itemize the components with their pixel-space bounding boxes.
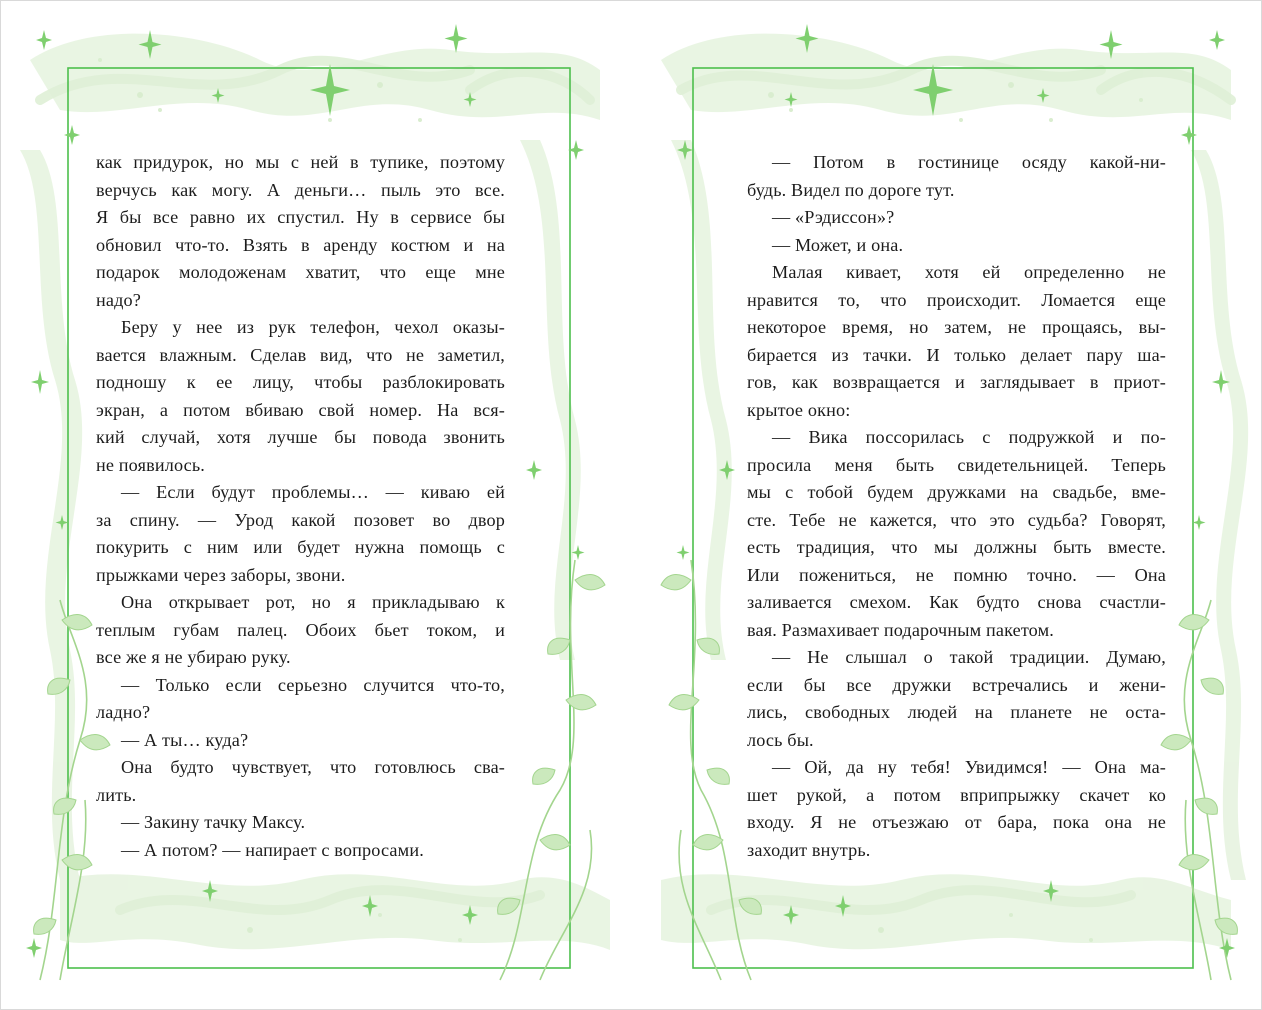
text-line: кий случай, хотя лучше бы повода звонить (96, 427, 505, 447)
text-line: Я бы все равно их спустил. Ну в сервисе бы (96, 207, 505, 227)
text-line: будь. Видел по дороге тут. (747, 179, 955, 200)
text-line: заходит внутрь. (747, 839, 871, 860)
text-line: — Если будут проблемы… — киваю ей (121, 482, 505, 502)
text-line: теплым губам палец. Обоих бьет током, и (96, 619, 505, 640)
text-line: прыжками через заборы, звони. (96, 564, 346, 585)
text-line: Беру у нее из рук телефон, чехол оказы- (121, 317, 505, 337)
text-line: входу. Я не отъезжаю от бара, пока она не (747, 812, 1166, 832)
text-line: — Не слышал о такой традиции. Думаю, (772, 647, 1166, 667)
text-line: — Закину тачку Максу. (121, 812, 306, 832)
text-line: Или пожениться, не помню точно. — Она (747, 564, 1166, 585)
text-line: обновил что-то. Взять в аренду костюм и на (96, 234, 505, 255)
text-line: — Может, и она. (772, 234, 904, 255)
text-line: — Только если серьезно случится что-то, (121, 674, 505, 695)
text-line: шет рукой, а потом вприпрыжку скачет ко (747, 784, 1166, 805)
text-line: Малая кивает, хотя ей определенно не (772, 262, 1166, 282)
text-line: крытое окно: (747, 399, 851, 420)
text-line: за спину. — Урод какой позовет во двор (96, 509, 505, 530)
text-line: — «Рэдиссон»? (772, 207, 895, 227)
right-page (631, 0, 1262, 1010)
text-line: подношу к ее лицу, чтобы разблокировать (96, 372, 505, 392)
text-line: экран, а потом вбиваю свой номер. На вся- (96, 399, 505, 420)
text-line: — Ой, да ну тебя! Увидимся! — Она ма- (772, 757, 1166, 777)
text-line: ладно? (96, 702, 151, 722)
text-line: бирается из тачки. И только делает пару ша- (747, 344, 1166, 365)
text-line: мы с тобой будем дружками на свадьбе, вме- (747, 482, 1166, 502)
text-line: просила меня быть свидетельницей. Теперь (747, 454, 1166, 475)
text-line: заливается смехом. Как будто снова счастли- (747, 592, 1166, 612)
text-line: покурить с ним или будет нужна помощь с (96, 537, 505, 557)
right-page-text (747, 149, 1166, 864)
text-line: гов, как возвращается и заглядывает в приот- (747, 372, 1166, 392)
text-line: надо? (96, 289, 141, 310)
text-line: вается влажным. Сделав вид, что не заметил, (96, 344, 505, 365)
text-line: лось бы. (747, 729, 814, 750)
text-line: — А потом? — напирает с вопросами. (121, 839, 424, 860)
text-line: подарок молодоженам хватит, что еще мне (96, 262, 505, 282)
text-line: как придурок, но мы с ней в тупике, поэтому (96, 152, 505, 172)
text-line: — Вика поссорилась с подружкой и по- (772, 427, 1166, 447)
text-line: если бы все дружки встречались и жени- (747, 674, 1166, 695)
text-line: сте. Тебе не кажется, что это судьба? Говорят, (747, 509, 1166, 530)
text-line: — Потом в гостинице осяду какой-ни- (772, 152, 1166, 172)
text-line: лить. (96, 784, 137, 805)
text-line: не появилось. (96, 454, 206, 475)
text-line: есть традиция, что мы должны быть вместе. (747, 537, 1166, 557)
text-line: некоторое время, но затем, не прощаясь, вы- (747, 317, 1166, 337)
text-line: — А ты… куда? (121, 729, 249, 750)
left-page-text (96, 149, 505, 864)
text-line: лись, свободных людей на планете не оста- (747, 702, 1166, 722)
text-line: верчусь как могу. А деньги… пыль это все. (96, 179, 505, 200)
text-line: все же я не убираю руку. (96, 647, 291, 667)
text-line: Она будто чувствует, что готовлюсь сва- (121, 757, 505, 777)
text-line: Она открывает рот, но я прикладываю к (121, 592, 505, 612)
text-line: вая. Размахивает подарочным пакетом. (747, 619, 1054, 640)
text-line: нравится то, что происходит. Ломается еще (747, 289, 1166, 310)
